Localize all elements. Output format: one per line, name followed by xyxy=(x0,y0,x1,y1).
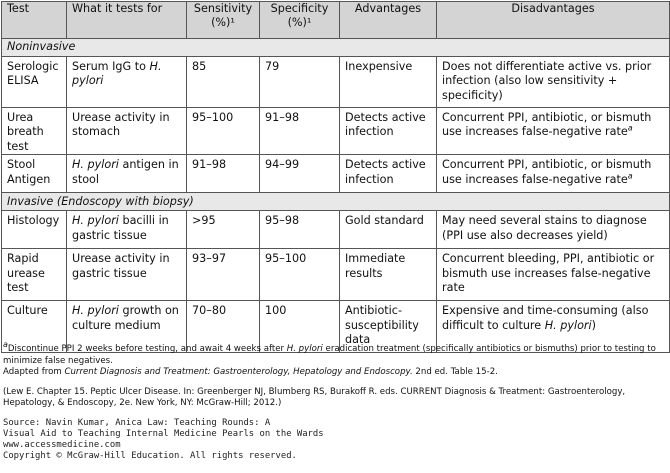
text: Serum IgG to xyxy=(72,60,150,73)
source-credit xyxy=(3,418,324,462)
cell-tests-for xyxy=(67,57,187,108)
cell-advantages: Gold standard xyxy=(340,211,437,249)
cell-tests-for: Urease activity in stomach xyxy=(67,108,187,155)
table-row xyxy=(2,249,670,301)
cell-tests-for: Urease activity in gastric tissue xyxy=(67,249,187,301)
text: bacilli in gastric tissue xyxy=(72,214,169,242)
cell-advantages: Detects active infection xyxy=(340,155,437,193)
cell-specificity: 95–100 xyxy=(260,249,340,301)
source-line: Visual Aid to Teaching Internal Medicine Pearls on the Wards xyxy=(3,429,324,439)
header-test: Test xyxy=(2,2,67,39)
adapted-from xyxy=(3,367,663,379)
table-row xyxy=(2,211,670,249)
header-specificity: Specificity (%)¹ xyxy=(260,2,340,39)
cell-disadvantages: May need several stains to diagnose (PPI use also decreases yield) xyxy=(437,211,670,249)
cell-test: Serologic ELISA xyxy=(2,57,67,108)
cell-sensitivity: 70–80 xyxy=(187,301,260,353)
cell-disadvantages xyxy=(437,108,670,155)
cell-test: Urea breath test xyxy=(2,108,67,155)
cell-test: Stool Antigen xyxy=(2,155,67,193)
header-row xyxy=(2,2,670,39)
organism-name: H. pylori xyxy=(72,158,119,172)
cell-disadvantages: Concurrent bleeding, PPI, antibiotic or bismuth use increases false-negative rate xyxy=(437,249,670,301)
cell-specificity: 79 xyxy=(260,57,340,108)
cell-advantages: Immediate results xyxy=(340,249,437,301)
section-row-invasive xyxy=(2,193,670,211)
cell-sensitivity: >95 xyxy=(187,211,260,249)
section-label-invasive: Invasive (Endoscopy with biopsy) xyxy=(2,193,670,211)
cell-sensitivity: 91–98 xyxy=(187,155,260,193)
cell-tests-for xyxy=(67,211,187,249)
cell-advantages: Inexpensive xyxy=(340,57,437,108)
section-row-noninvasive xyxy=(2,39,670,57)
cell-disadvantages: Does not differentiate active vs. prior infection (also low sensitivity + specificity) xyxy=(437,57,670,108)
table-row xyxy=(2,57,670,108)
header-tests-for: What it tests for xyxy=(67,2,187,39)
text: eradication treatment (specifically antibiotics or bismuths) prior to testing to minimize false negatives. xyxy=(3,344,656,366)
cell-specificity: 94–99 xyxy=(260,155,340,193)
text: 2nd ed. Table 15-2. xyxy=(412,367,498,377)
table-notes xyxy=(3,340,663,410)
source-url: www.accessmedicine.com xyxy=(3,440,121,450)
cell-sensitivity: 95–100 xyxy=(187,108,260,155)
cell-sensitivity: 93–97 xyxy=(187,249,260,301)
section-label-noninvasive: Noninvasive xyxy=(2,39,670,57)
text: antigen in stool xyxy=(72,158,179,186)
cell-sensitivity: 85 xyxy=(187,57,260,108)
cell-advantages: Detects active infection xyxy=(340,108,437,155)
text: Adapted from xyxy=(3,367,65,377)
footnote-marker: a xyxy=(627,123,633,133)
header-sensitivity: Sensitivity (%)¹ xyxy=(187,2,260,39)
source-line: Source: Navin Kumar, Anica Law: Teaching Rounds: A xyxy=(3,418,271,428)
organism-name: H. pylori xyxy=(286,344,323,354)
text: Discontinue PPI 2 weeks before testing, and await 4 weeks after xyxy=(7,344,287,354)
copyright: Copyright © McGraw-Hill Education. All rights reserved. xyxy=(3,451,297,461)
text: growth on culture medium xyxy=(72,304,179,332)
cell-advantages: Antibiotic-susceptibility data xyxy=(340,301,437,353)
organism-name: H. pylori xyxy=(72,304,119,318)
cell-specificity: 91–98 xyxy=(260,108,340,155)
book-title: Current Diagnosis and Treatment: Gastroenterology, Hepatology and Endoscopy. xyxy=(64,367,413,377)
footnote-marker: a xyxy=(627,170,633,180)
organism-name: H. pylori xyxy=(72,214,119,228)
text: Expensive and time-consuming (also difficult to culture xyxy=(442,304,649,332)
cell-specificity: 95–98 xyxy=(260,211,340,249)
cell-test: Rapid urease test xyxy=(2,249,67,301)
footnote xyxy=(3,340,663,367)
table-row xyxy=(2,155,670,193)
citation: (Lew E. Chapter 15. Peptic Ulcer Disease. In: Greenberger NJ, Blumberg RS, Burakoff R. eds. CURRENT Diagnosis & Treatment: Gastroenterology, Hepatology, & Endoscopy, 2e. New York, NY: McGraw-Hill; 2012.) xyxy=(3,386,626,408)
text: ) xyxy=(591,318,597,332)
footnote-marker: a xyxy=(3,340,8,350)
table-row xyxy=(2,108,670,155)
organism-name: H. pylori xyxy=(544,318,592,332)
organism-name: H. pylori xyxy=(72,60,162,88)
cell-test: Histology xyxy=(2,211,67,249)
cell-tests-for xyxy=(67,155,187,193)
text: Concurrent PPI, antibiotic, or bismuth use increases false-negative rate xyxy=(442,158,652,186)
text: Concurrent PPI, antibiotic, or bismuth use increases false-negative rate xyxy=(442,111,652,139)
cell-disadvantages xyxy=(437,155,670,193)
diagnostic-tests-table xyxy=(1,1,670,353)
cell-test: Culture xyxy=(2,301,67,353)
header-advantages: Advantages xyxy=(340,2,437,39)
cell-specificity: 100 xyxy=(260,301,340,353)
header-disadvantages: Disadvantages xyxy=(437,2,670,39)
